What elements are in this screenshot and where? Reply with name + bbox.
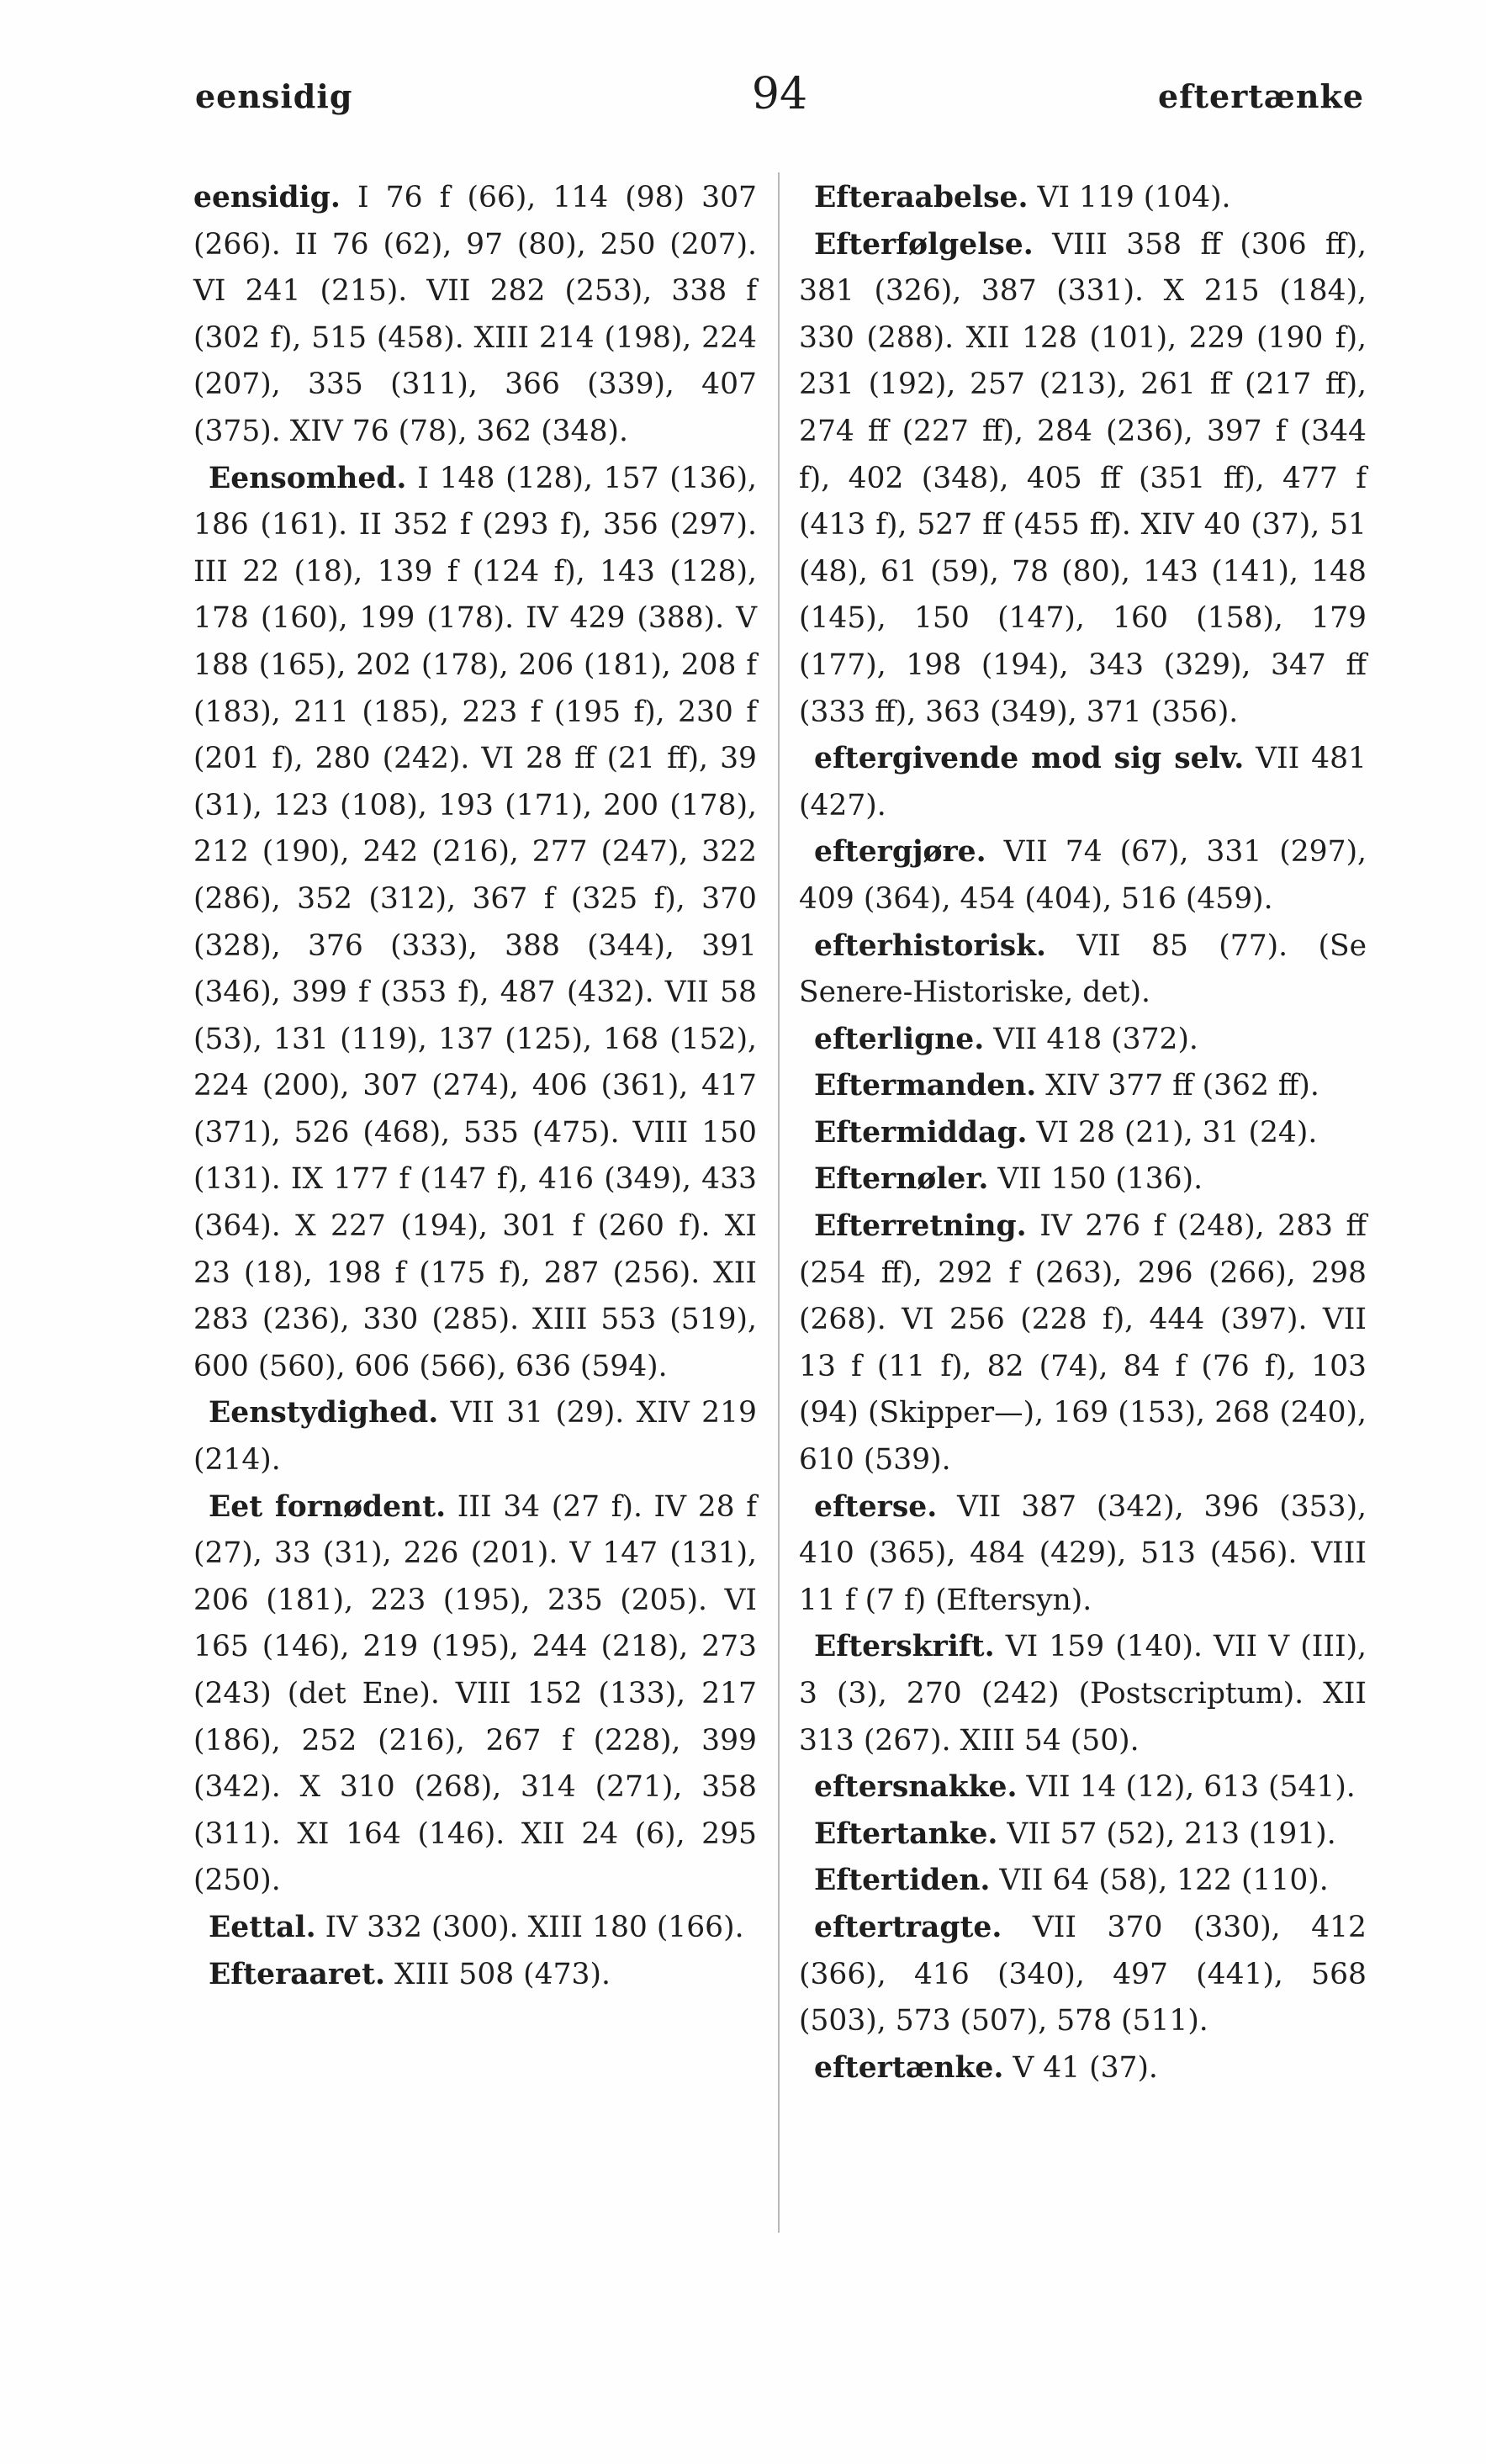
entry-headword: Efterfølgelse. (814, 227, 1034, 262)
entry-headword: Eettal. (209, 1910, 316, 1944)
entry-headword: eftergjøre. (814, 835, 986, 870)
entry-headword: Efteraabelse. (814, 181, 1029, 214)
column-divider (778, 172, 780, 2233)
entry-headword: Efteraaret. (209, 1957, 385, 1991)
entry-references: XIII 508 (473). (394, 1957, 611, 1991)
index-entry (193, 456, 757, 1391)
entry-references: VI 159 (140). VII V (III), 3 (3), 270 (242) (Postscriptum). XII 313 (267). XIII 54 (50). (799, 1630, 1367, 1758)
index-entry (799, 1156, 1367, 1203)
index-entry (799, 2045, 1367, 2092)
index-entry (799, 222, 1367, 737)
entry-references: XIV 377 ff (362 ff). (1045, 1069, 1319, 1103)
entry-headword: eftertænke. (814, 2050, 1004, 2085)
entry-references: VII 481 (427). (799, 742, 1367, 822)
entry-references: VII 370 (330), 412 (366), 416 (340), 497 (441), 568 (503), 573 (507), 578 (511). (799, 1910, 1367, 2038)
index-entry (799, 1811, 1367, 1859)
entry-references: I 148 (128), 157 (136), 186 (161). II 352 f (293 f), 356 (297). III 22 (18), 139 f (124 f), 143 (128), 178 (160), 199 (178). IV 429 (388). V 188 (165), 202 (178), 206 (181), 208 f (183), 211 (185), 223 f (195 f), 230 f (201 f), 280 (242). VI 28 ff (21 ff), 39 (31), 123 (108), 193 (171), 200 (178), 212 (190), 242 (216), 277 (247), 322 (286), 352 (312), 367 f (325 f), 370 (328), 376 (333), 388 (344), 391 (346), 399 f (353 f), 487 (432). VII 58 (53), 131 (119), 137 (125), 168 (152), 224 (200), 307 (274), 406 (361), 417 (371), 526 (468), 535 (475). VIII 150 (131). IX 177 f (147 f), 416 (349), 433 (364). X 227 (194), 301 f (260 f). XI 23 (18), 198 f (175 f), 287 (256). XII 283 (236), 330 (285). XIII 553 (519), 600 (560), 606 (566), 636 (594). (193, 461, 758, 1383)
entry-headword: Eftermiddag. (814, 1115, 1028, 1150)
entry-headword: Eftermanden. (814, 1069, 1037, 1103)
index-entry (799, 1484, 1367, 1625)
index-entry (193, 1484, 757, 1905)
index-entry (193, 1390, 757, 1483)
entry-references: VII 387 (342), 396 (353), 410 (365), 484 (429), 513 (456). VIII 11 f (7 f) (Eftersyn). (799, 1489, 1367, 1617)
running-head-right: eftertænke (1157, 77, 1364, 115)
index-entry (799, 1203, 1367, 1484)
index-entry (799, 1905, 1367, 2045)
index-entry (193, 1905, 757, 1952)
index-entry (799, 175, 1367, 222)
entry-headword: eftersnakke. (814, 1770, 1018, 1805)
entry-references: VII 85 (77). (Se Senere-Historiske, det). (799, 928, 1367, 1010)
index-entry (799, 923, 1367, 1017)
index-entry (799, 1858, 1367, 1905)
entry-headword: efterhistorisk. (814, 928, 1047, 963)
entry-headword: Eftertanke. (814, 1816, 998, 1851)
entry-headword: Eet fornødent. (209, 1489, 447, 1524)
index-entry (799, 1017, 1367, 1064)
page-number: 94 (751, 69, 808, 119)
entry-references: VII 14 (12), 613 (541). (1026, 1770, 1356, 1805)
entry-headword: Eenstydighed. (209, 1396, 439, 1430)
entry-references: VII 31 (29). XIV 219 (214). (193, 1396, 757, 1478)
entry-references: VII 150 (136). (997, 1162, 1203, 1197)
index-entry (799, 829, 1367, 923)
entry-headword: Efterretning. (814, 1209, 1027, 1244)
entry-headword: Eensomhed. (209, 461, 407, 495)
index-entry (799, 1764, 1367, 1811)
entry-headword: Efterskrift. (814, 1630, 995, 1664)
entry-references: VIII 358 ff (306 ff), 381 (326), 387 (331). X 215 (184), 330 (288). XII 128 (101), 229 (190 f), 231 (192), 257 (213), 261 ff (217 ff), 274 ff (227 ff), 284 (236), 397 f (344 f), 402 (348), 405 ff (351 ff), 477 f (413 f), 527 ff (455 ff). XIV 40 (37), 51 (48), 61 (59), 78 (80), 143 (141), 148 (145), 150 (147), 160 (158), 179 (177), 198 (194), 343 (329), 347 ff (333 ff), 363 (349), 371 (356). (799, 227, 1367, 729)
left-column (193, 175, 757, 1998)
entry-references: I 76 f (66), 114 (98) 307 (266). II 76 (62), 97 (80), 250 (207). VI 241 (215). VII 282 (253), 338 f (302 f), 515 (458). XIII 214 (198), 224 (207), 335 (311), 366 (339), 407 (375). XIV 76 (78), 362 (348). (193, 181, 757, 448)
entry-headword: eensidig. (193, 181, 341, 214)
entry-references: VII 57 (52), 213 (191). (1007, 1816, 1336, 1851)
entry-references: VI 28 (21), 31 (24). (1036, 1115, 1318, 1150)
entry-references: V 41 (37). (1013, 2050, 1158, 2085)
entry-headword: efterse. (814, 1489, 938, 1524)
index-entry (799, 1063, 1367, 1110)
index-entry (799, 1624, 1367, 1764)
entry-headword: efterligne. (814, 1022, 985, 1056)
index-entry (193, 1952, 757, 1999)
entry-headword: eftertragte. (814, 1910, 1002, 1944)
entry-references: VI 119 (104). (1037, 181, 1231, 214)
entry-references: IV 276 f (248), 283 ff (254 ff), 292 f (263), 296 (266), 298 (268). VI 256 (228 f), 444 (397). VII 13 f (11 f), 82 (74), 84 f (76 f), 103 (94) (Skipper—), 169 (153), 268 (240), 610 (539). (799, 1209, 1367, 1478)
index-entry (799, 736, 1367, 829)
running-head-left: eensidig (195, 77, 353, 115)
entry-headword: Eftertiden. (814, 1864, 991, 1898)
entry-headword: eftergivende mod sig selv. (814, 742, 1245, 776)
entry-references: VII 64 (58), 122 (110). (999, 1864, 1329, 1898)
entry-references: VII 418 (372). (993, 1022, 1198, 1056)
right-column (799, 175, 1367, 2091)
entry-headword: Efternøler. (814, 1162, 989, 1197)
entry-references: VII 74 (67), 331 (297), 409 (364), 454 (404), 516 (459). (799, 835, 1367, 916)
index-entry (799, 1110, 1367, 1157)
page-header (195, 69, 1364, 128)
entry-references: III 34 (27 f). IV 28 f (27), 33 (31), 226 (201). V 147 (131), 206 (181), 223 (195), 235 (205). VI 165 (146), 219 (195), 244 (218), 273 (243) (det Ene). VIII 152 (133), 217 (186), 252 (216), 267 f (228), 399 (342). X 310 (268), 314 (271), 358 (311). XI 164 (146). XII 24 (6), 295 (250). (193, 1489, 757, 1898)
entry-references: IV 332 (300). XIII 180 (166). (325, 1910, 744, 1944)
index-entry (193, 175, 757, 456)
